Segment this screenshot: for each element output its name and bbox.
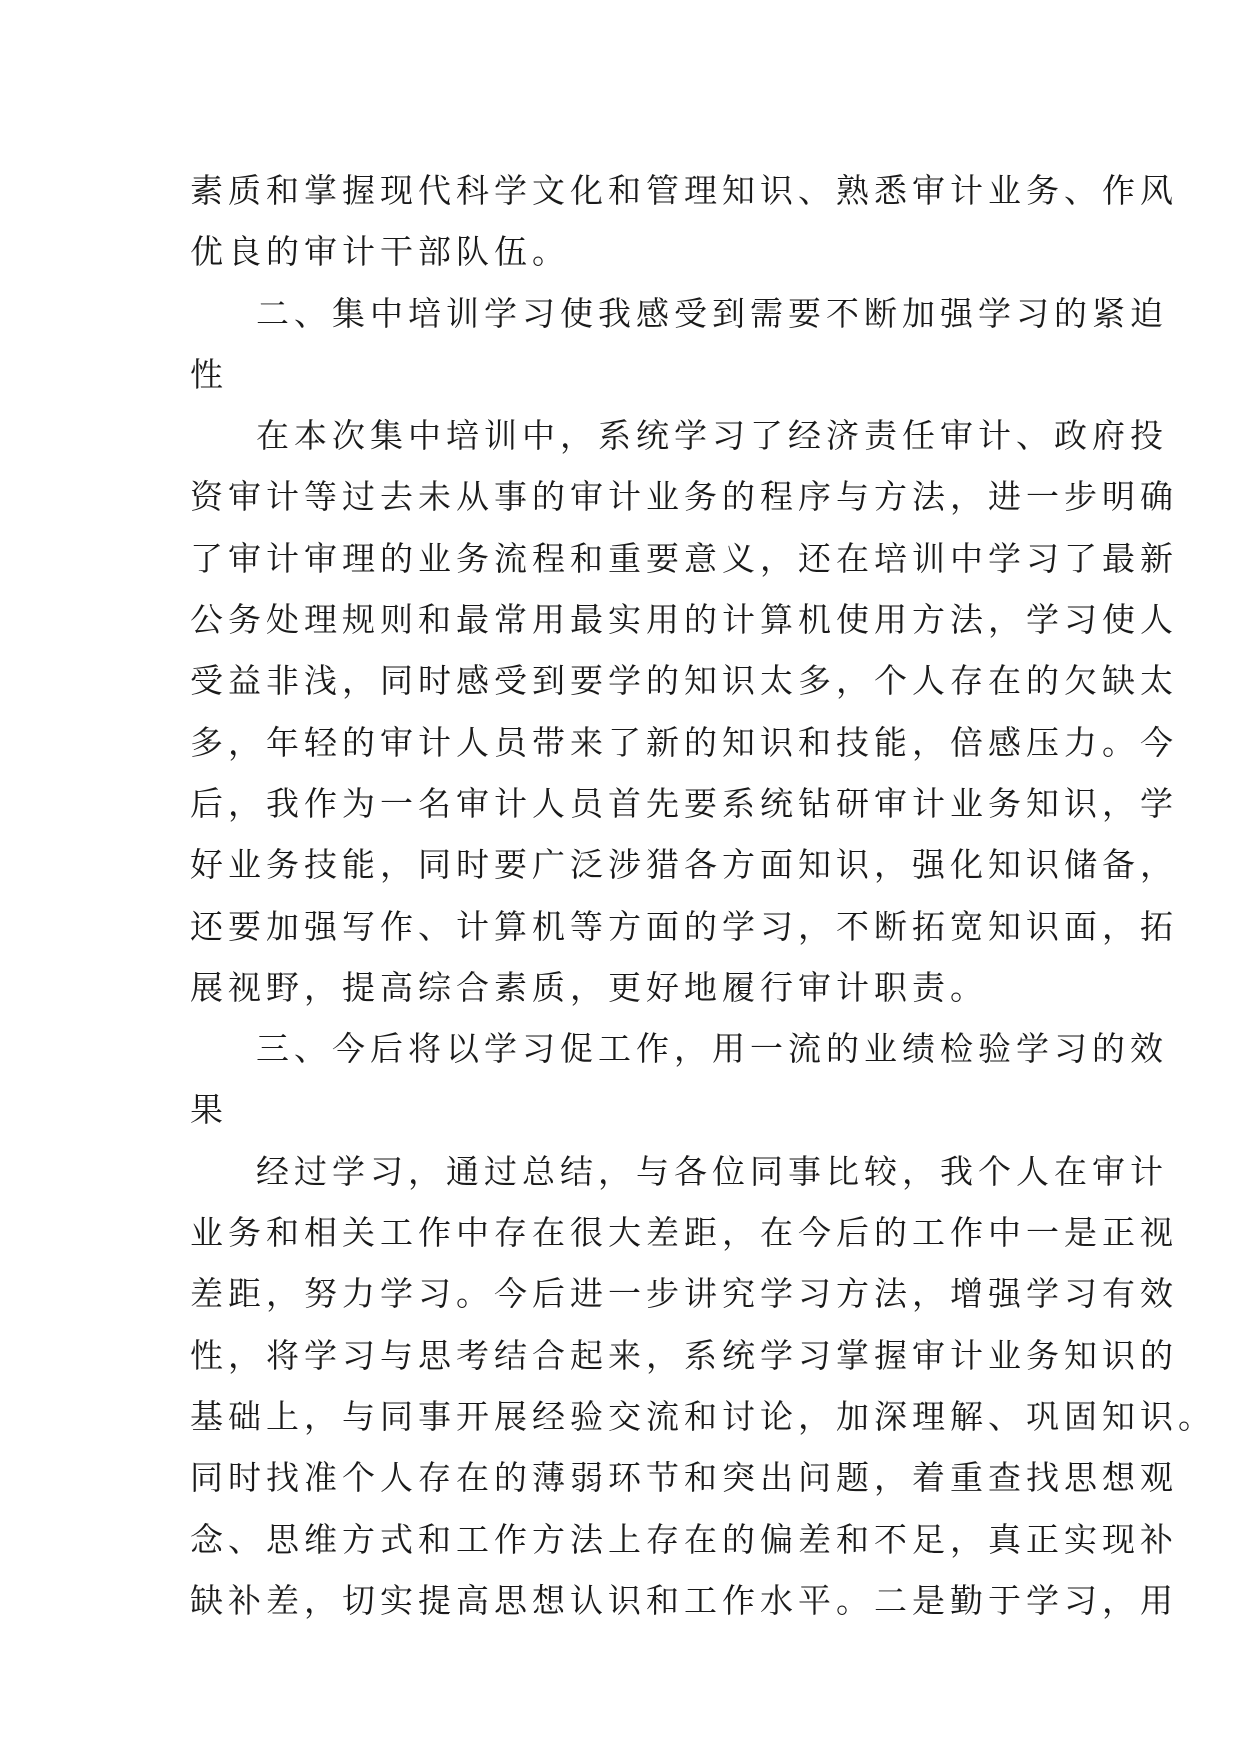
document-body xyxy=(190,160,1216,1631)
text-line-10: 多，年轻的审计人员带来了新的知识和技能，倍感压力。今 xyxy=(190,722,1178,762)
text-line-7: 了审计审理的业务流程和重要意义，还在培训中学习了最新 xyxy=(190,538,1178,578)
text-line-12: 好业务技能，同时要广泛涉猎各方面知识，强化知识储备， xyxy=(190,845,1178,885)
text-line-23: 念、思维方式和工作方法上存在的偏差和不足，真正实现补 xyxy=(190,1519,1178,1559)
section-heading-2: 二、集中培训学习使我感受到需要不断加强学习的紧迫 xyxy=(256,293,1168,333)
text-line-2: 优良的审计干部队伍。 xyxy=(190,232,570,272)
text-line-5: 在本次集中培训中，系统学习了经济责任审计、政府投 xyxy=(256,416,1168,456)
text-line-17: 经过学习，通过总结，与各位同事比较，我个人在审计 xyxy=(256,1151,1168,1191)
text-line-9: 受益非浅，同时感受到要学的知识太多，个人存在的欠缺太 xyxy=(190,661,1178,701)
text-line-14: 展视野，提高综合素质，更好地履行审计职责。 xyxy=(190,967,988,1007)
section-heading-2-continued: 性 xyxy=(190,354,228,394)
text-line-21: 基础上，与同事开展经验交流和讨论，加深理解、巩固知识。 xyxy=(190,1396,1216,1436)
text-line-8: 公务处理规则和最常用最实用的计算机使用方法，学习使人 xyxy=(190,600,1178,640)
text-line-19: 差距，努力学习。今后进一步讲究学习方法，增强学习有效 xyxy=(190,1274,1178,1314)
text-line-24: 缺补差，切实提高思想认识和工作水平。二是勤于学习，用 xyxy=(190,1580,1178,1620)
text-line-20: 性，将学习与思考结合起来，系统学习掌握审计业务知识的 xyxy=(190,1335,1178,1375)
text-line-13: 还要加强写作、计算机等方面的学习，不断拓宽知识面，拓 xyxy=(190,906,1178,946)
section-heading-3: 三、今后将以学习促工作，用一流的业绩检验学习的效 xyxy=(256,1029,1168,1069)
text-line-11: 后，我作为一名审计人员首先要系统钻研审计业务知识，学 xyxy=(190,783,1178,823)
text-line-6: 资审计等过去未从事的审计业务的程序与方法，进一步明确 xyxy=(190,477,1178,517)
text-line-22: 同时找准个人存在的薄弱环节和突出问题，着重查找思想观 xyxy=(190,1458,1178,1498)
text-line-1: 素质和掌握现代科学文化和管理知识、熟悉审计业务、作风 xyxy=(190,171,1178,210)
text-line-18: 业务和相关工作中存在很大差距，在今后的工作中一是正视 xyxy=(190,1213,1178,1253)
section-heading-3-continued: 果 xyxy=(190,1090,228,1130)
